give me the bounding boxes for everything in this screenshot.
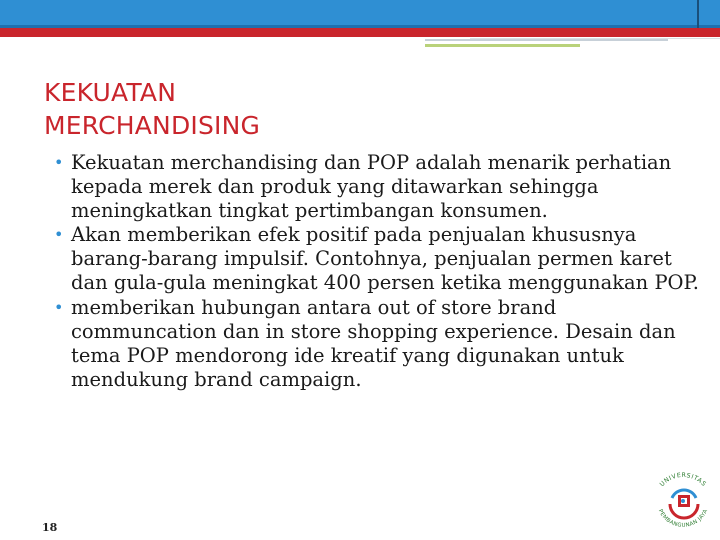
svg-text:UNIVERSITAS: UNIVERSITAS — [658, 471, 708, 489]
bullet-list — [51, 151, 701, 392]
bullet-icon: • — [54, 297, 64, 317]
slide-title-line2: MERCHANDISING — [44, 111, 261, 140]
header-divider — [697, 0, 699, 28]
university-seal-icon — [644, 462, 720, 540]
bullet-text: Kekuatan merchandising dan POP adalah menarik perhatian kepada merek dan produk yang ditawarkan sehingga meningkatkan tingkat pertimbangan konsumen. — [71, 151, 672, 223]
slide-title-line1: KEKUATAN — [44, 78, 177, 107]
header-band-red — [0, 28, 720, 37]
bullet-icon: • — [54, 153, 64, 172]
bullet-item — [51, 151, 701, 223]
slide-title — [44, 76, 344, 142]
svg-text:PEMBANGUNAN JAYA: PEMBANGUNAN JAYA — [656, 508, 710, 529]
bullet-text: memberikan hubungan antara out of store brand communcation dan in store shopping experience. Desain dan tema POP mendorong ide kreatif yang digunakan untuk mendukung brand campaign. — [71, 295, 676, 391]
bullet-icon: • — [54, 225, 64, 245]
accent-line-green — [425, 44, 580, 47]
bullet-item — [51, 223, 701, 295]
page-number: 18 — [42, 521, 58, 534]
bullet-text: Akan memberikan efek positif pada penjualan khususnya barang-barang impulsif. Contohnya, penjualan permen karet dan gula-gula meningkat 400 persen ketika menggunakan POP. — [71, 223, 699, 295]
accent-line — [425, 39, 668, 41]
header-band-blue — [0, 0, 720, 25]
bullet-item — [51, 296, 701, 392]
